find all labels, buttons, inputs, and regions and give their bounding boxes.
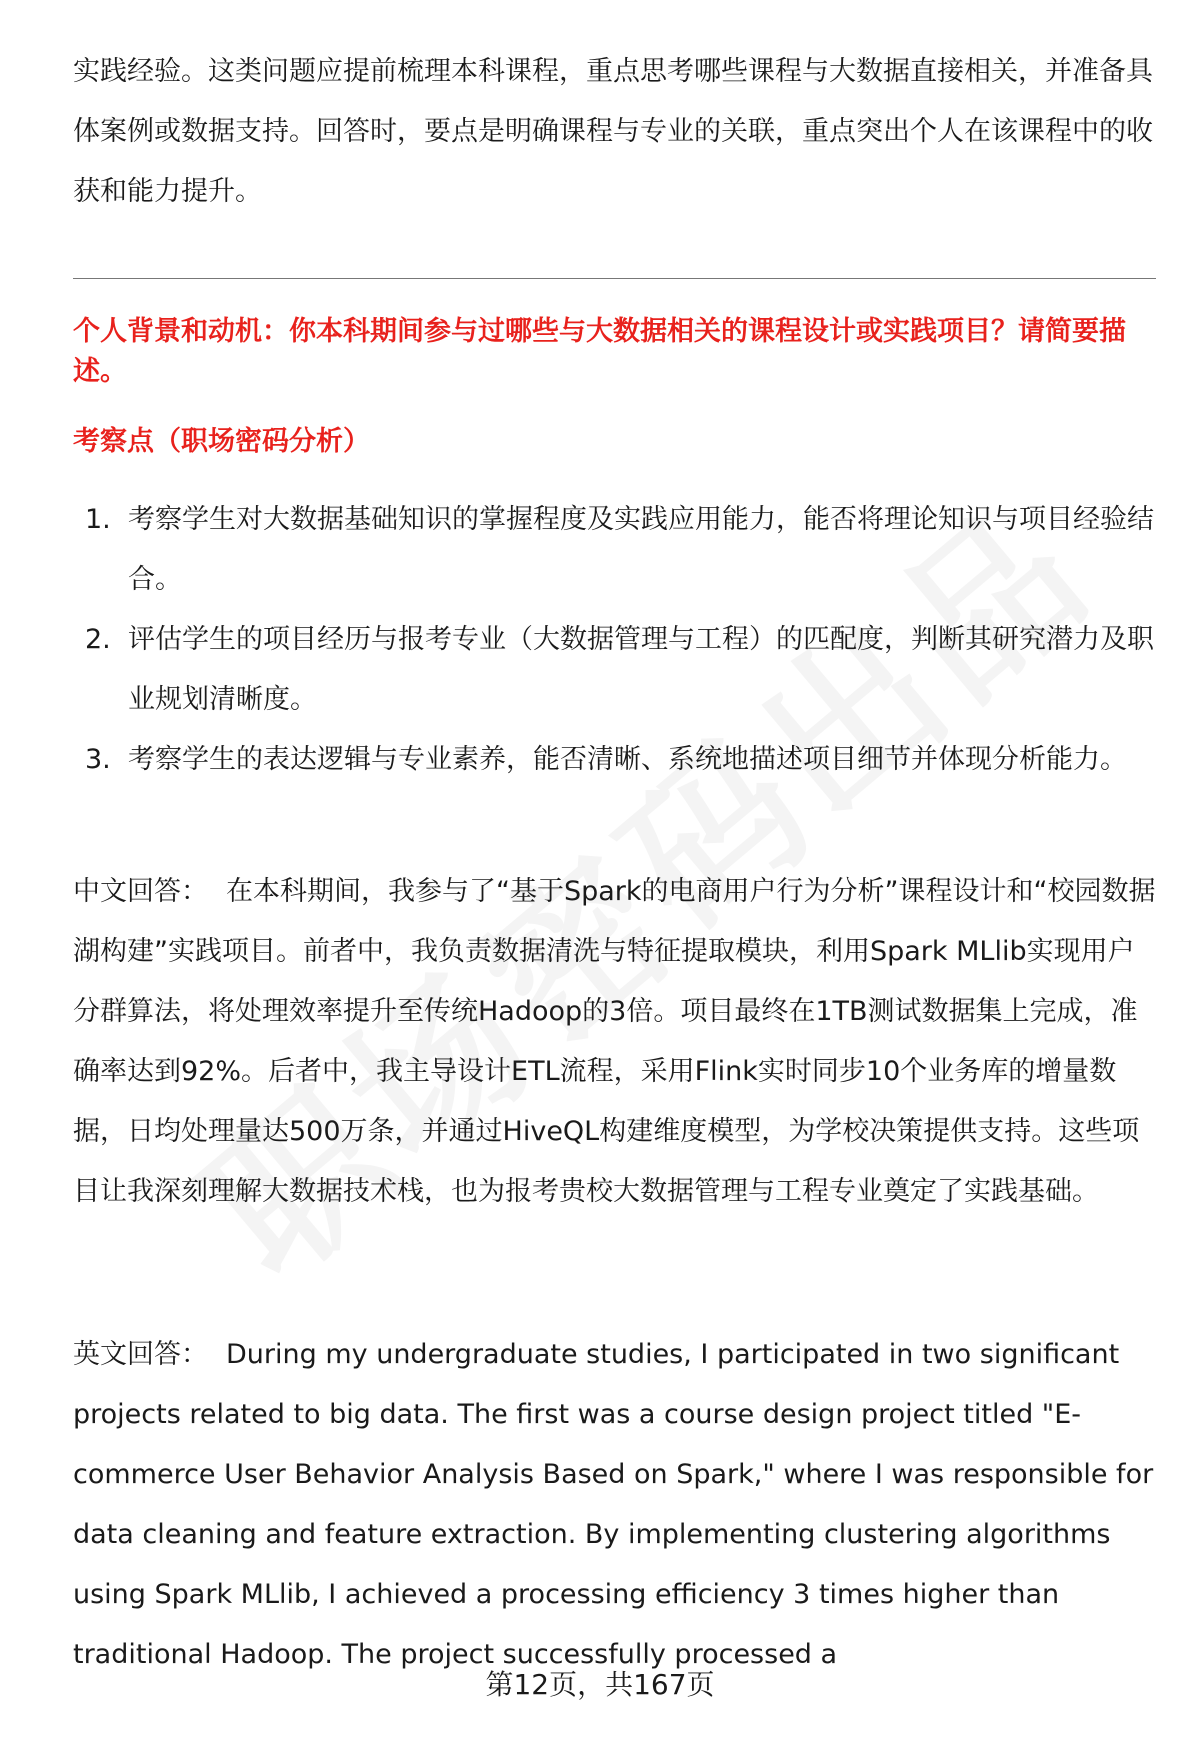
- list-item: [73, 730, 1158, 790]
- chinese-answer: [73, 862, 1158, 1222]
- question-heading: 个人背景和动机：你本科期间参与过哪些与大数据相关的课程设计或实践项目？请简要描述。: [73, 316, 1126, 387]
- list-item-number: 2.: [85, 624, 111, 655]
- english-answer: [73, 1325, 1158, 1685]
- list-item-text: 考察学生对大数据基础知识的掌握程度及实践应用能力，能否将理论知识与项目经验结合。: [128, 504, 1154, 595]
- list-item-text: 考察学生的表达逻辑与专业素养，能否清晰、系统地描述项目细节并体现分析能力。: [128, 744, 1127, 775]
- page-number: 第12页，共167页: [485, 1668, 715, 1701]
- list-item: [73, 610, 1158, 730]
- list-item-number: 1.: [85, 504, 111, 535]
- analysis-heading: 考察点（职场密码分析）: [73, 426, 370, 457]
- list-item-text: 评估学生的项目经历与报考专业（大数据管理与工程）的匹配度，判断其研究潜力及职业规划清晰度。: [128, 624, 1154, 715]
- english-answer-text: During my undergraduate studies, I participated in two significant projects related to big data. The first was a course design project titled "E-commerce User Behavior Analysis Based on Spark," where I was responsible for data cleaning and feature extraction. By implementing clustering algorithms using Spark MLlib, I achieved a processing efficiency 3 times higher than traditional Hadoop. The project successfully processed a: [73, 1339, 1154, 1670]
- continuation-paragraph: 实践经验。这类问题应提前梳理本科课程，重点思考哪些课程与大数据直接相关，并准备具体案例或数据支持。回答时，要点是明确课程与专业的关联，重点突出个人在该课程中的收获和能力提升。: [73, 56, 1153, 207]
- chinese-answer-text: 在本科期间，我参与了“基于Spark的电商用户行为分析”课程设计和“校园数据湖构建”实践项目。前者中，我负责数据清洗与特征提取模块，利用Spark MLlib实现用户分群算法，将处理效率提升至传统Hadoop的3倍。项目最终在1TB测试数据集上完成，准确率达到92%。后者中，我主导设计ETL流程，采用Flink实时同步10个业务库的增量数据，日均处理量达500万条，并通过HiveQL构建维度模型，为学校决策提供支持。这些项目让我深刻理解大数据技术栈，也为报考贵校大数据管理与工程专业奠定了实践基础。: [73, 876, 1156, 1207]
- list-item-number: 3.: [85, 744, 111, 775]
- section-divider: [73, 278, 1156, 279]
- analysis-points-list: [73, 490, 1158, 790]
- list-item: [73, 490, 1158, 610]
- english-answer-label: 英文回答：: [73, 1339, 208, 1370]
- chinese-answer-label: 中文回答：: [73, 876, 208, 907]
